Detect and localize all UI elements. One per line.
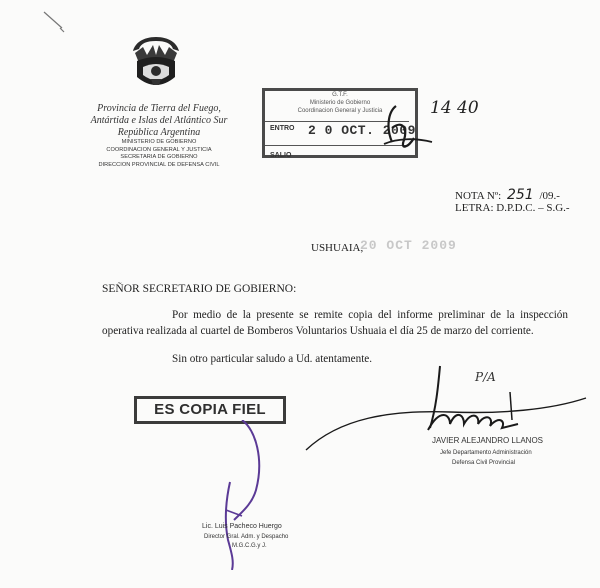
letterhead bbox=[84, 103, 234, 169]
body-paragraph-2: Sin otro particular saludo a Ud. atentamente. bbox=[172, 353, 373, 365]
secretariat-line: SECRETARIA DE GOBIERNO bbox=[120, 154, 198, 161]
handwritten-initials bbox=[378, 98, 438, 160]
stamp-line-2: Coordinacion General y Justicia bbox=[297, 108, 383, 114]
place-city: USHUAIA, bbox=[311, 242, 364, 254]
date-stamp: 20 OCT 2009 bbox=[360, 238, 457, 253]
stamp-exit-label: SALIO bbox=[270, 152, 292, 159]
province-line-3: República Argentina bbox=[117, 127, 201, 138]
signer-left-title-1: Director Gral. Adm. y Despacho bbox=[204, 534, 289, 540]
province-crest-icon bbox=[125, 33, 187, 95]
letra-line: LETRA: D.P.D.C. – S.G.- bbox=[455, 202, 570, 214]
copia-fiel-stamp: ES COPIA FIEL bbox=[134, 396, 286, 424]
nota-line bbox=[455, 187, 560, 203]
stamp-entry-date: 2 0 OCT. 2009 bbox=[308, 123, 416, 138]
salutation: SEÑOR SECRETARIO DE GOBIERNO: bbox=[102, 283, 297, 295]
province-line-1: Provincia de Tierra del Fuego, bbox=[97, 103, 221, 114]
body-paragraph-1: Por medio de la presente se remite copia del informe preliminar de la inspección operativa realizada al cuartel de Bomberos Voluntarios Ushuaia el día 25 de marzo del corriente. bbox=[102, 309, 568, 337]
signer-left-title-2: M.G.C.G.y J. bbox=[232, 543, 267, 549]
province-line-2: Antártida e Islas del Atlántico Sur bbox=[90, 115, 228, 126]
handwritten-time: 14 40 bbox=[430, 98, 479, 118]
nota-number: 251 bbox=[506, 187, 534, 203]
corner-mark bbox=[40, 8, 70, 34]
ministry-line: MINISTERIO DE GOBIERNO bbox=[121, 139, 197, 145]
signer-right-title-2: Defensa Civil Provincial bbox=[452, 460, 516, 466]
stamp-entry-label: ENTRO bbox=[270, 125, 295, 132]
signer-right-title-1: Jefe Departamento Administración bbox=[440, 450, 532, 456]
nota-label: NOTA Nº: bbox=[455, 190, 502, 202]
direction-line: DIRECCION PROVINCIAL DE DEFENSA CIVIL bbox=[98, 161, 220, 168]
pa-annotation: P/A bbox=[475, 370, 496, 384]
stamp-line-1: Ministerio de Gobierno bbox=[309, 100, 371, 106]
stamp-line-0: G.T.F. bbox=[332, 92, 348, 98]
signer-left-name: Lic. Luis Pacheco Huergo bbox=[202, 523, 282, 530]
signer-right-name: JAVIER ALEJANDRO LLANOS bbox=[432, 436, 543, 445]
nota-year: /09.- bbox=[539, 190, 560, 202]
coordination-line: COORDINACION GENERAL Y JUSTICIA bbox=[106, 146, 212, 153]
